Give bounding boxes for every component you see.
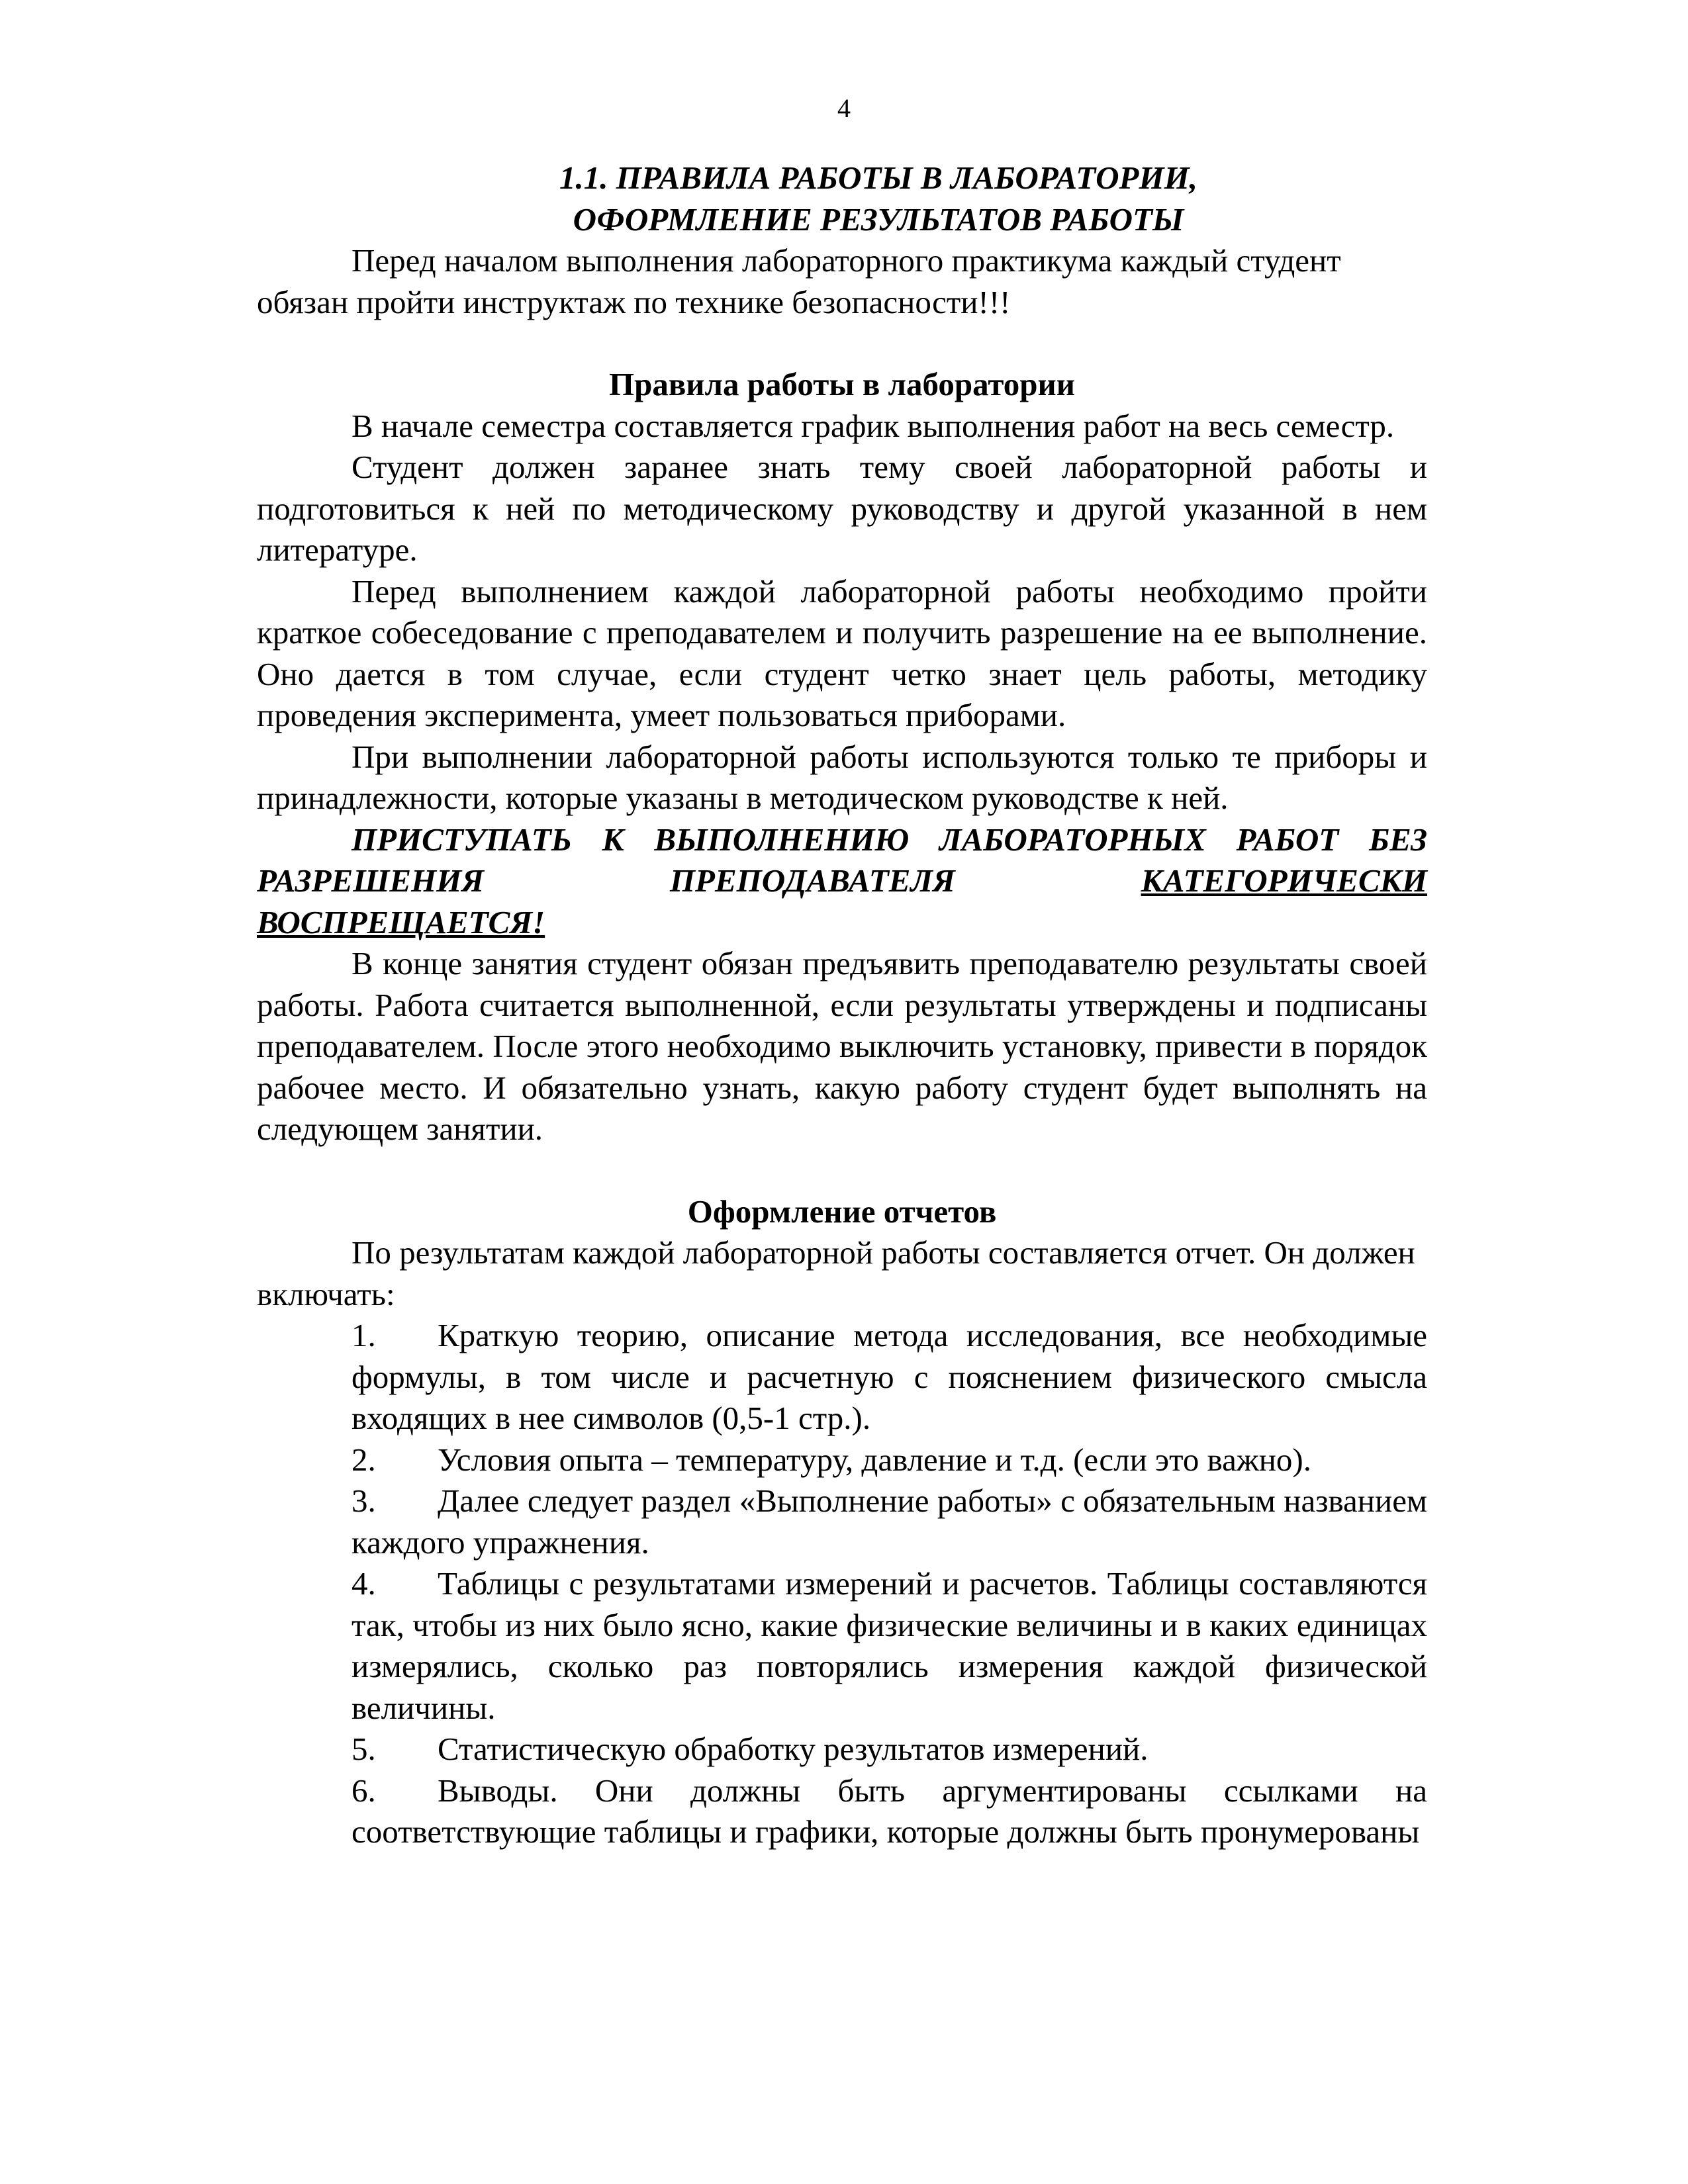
rules-paragraph-3: Перед выполнением каждой лабораторной работы необходимо пройти краткое собеседование с преподавателем и получить разрешение на ее выполнение. Оно дается в том случае, если студент четко знает цель работы, методику проведения эксперимента, умеет пользоваться приборами.	[257, 572, 1427, 733]
list-item-number: 4.	[352, 1565, 376, 1602]
list-item-text: Выводы. Они должны быть аргументированы ссылками на соответствующие таблицы и графики, которые должны быть пронумерованы	[352, 1772, 1427, 1850]
warning-notice	[257, 819, 1427, 902]
list-item	[257, 1439, 1427, 1481]
list-item-number: 5.	[352, 1731, 376, 1767]
rules-paragraph-1: В начале семестра составляется график выполнения работ на весь семестр.	[352, 407, 1395, 444]
warning-line-2a: БЕЗ РАЗРЕШЕНИЯ ПРЕПОДАВАТЕЛЯ	[257, 821, 1428, 899]
list-item	[257, 1563, 1427, 1729]
list-item	[257, 1480, 1427, 1563]
list-item-text: Статистическую обработку результатов измерений.	[438, 1731, 1149, 1767]
list-item-text: Условия опыта – температуру, давление и т.д. (если это важно).	[438, 1441, 1311, 1478]
intro-paragraph: Перед началом выполнения лабораторного практикума каждый студент обязан пройти инструктаж по технике безопасности!!!	[257, 242, 1341, 320]
list-item-text: Краткую теорию, описание метода исследования, все необходимые формулы, в том числе и расчетную с пояснением физического смысла входящих в нее символов (0,5-1 стр.).	[352, 1317, 1427, 1436]
section-title-line-2: ОФОРМЛЕНИЕ РЕЗУЛЬТАТОВ РАБОТЫ	[573, 201, 1184, 238]
warning-emphasis: КАТЕГОРИЧЕСКИ	[1141, 862, 1427, 899]
list-item-text: Таблицы с результатами измерений и расчетов. Таблицы составляются так, чтобы из них было ясно, какие физические величины и в каких единицах измерялись, сколько раз повторялись измерения каждой физической величины.	[352, 1565, 1427, 1726]
reports-heading: Оформление отчетов	[687, 1193, 997, 1230]
section-title-line-1: 1.1. ПРАВИЛА РАБОТЫ В ЛАБОРАТОРИИ,	[559, 159, 1197, 196]
list-item	[257, 1770, 1427, 1853]
rules-heading: Правила работы в лаборатории	[608, 366, 1076, 402]
warning-line-3: ВОСПРЕЩАЕТСЯ!	[257, 903, 545, 940]
page-number: 4	[837, 93, 851, 123]
warning-line-1: ПРИСТУПАТЬ К ВЫПОЛНЕНИЮ ЛАБОРАТОРНЫХ РАБОТ	[352, 821, 1339, 858]
list-item-number: 3.	[352, 1482, 376, 1519]
list-item	[257, 1315, 1427, 1439]
closing-paragraph: В конце занятия студент обязан предъявить преподавателю результаты своей работы. Работа считается выполненной, если результаты утверждены и подписаны преподавателем. После этого необходимо выключить установку, привести в порядок рабочее место. И обязательно узнать, какую работу студент будет выполнять на следующем занятии.	[257, 945, 1427, 1147]
rules-paragraph-2: Студент должен заранее знать тему своей лабораторной работы и подготовиться к ней по методическому руководству и другой указанной в нем литературе.	[257, 449, 1427, 568]
list-item-text: Далее следует раздел «Выполнение работы» с обязательным названием каждого упражнения.	[352, 1482, 1427, 1561]
reports-intro: По результатам каждой лабораторной работы составляется отчет. Он должен включать:	[257, 1234, 1415, 1312]
list-item-number: 1.	[352, 1317, 376, 1353]
page-content	[257, 158, 1427, 1853]
list-item-number: 6.	[352, 1772, 376, 1809]
list-item	[257, 1729, 1427, 1770]
rules-paragraph-4: При выполнении лабораторной работы используются только те приборы и принадлежности, которые указаны в методическом руководстве к ней.	[257, 738, 1427, 816]
list-item-number: 2.	[352, 1441, 376, 1478]
